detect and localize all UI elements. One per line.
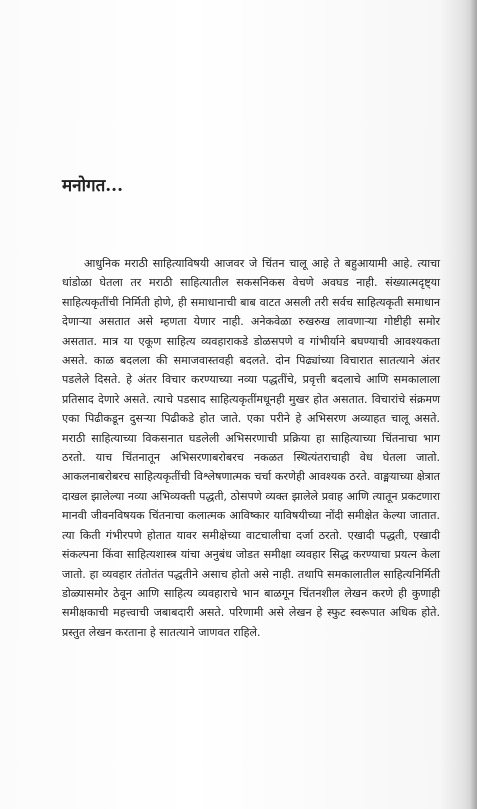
body-paragraph: आधुनिक मराठी साहित्याविषयी आजवर जे चिंतन चालू आहे ते बहुआयामी आहे. त्याचा धांडोळा घेतला तर मराठी साहित्यातील सकसनिकस वेचणे अवघड नाही. संख्यात्मदृष्ट्या साहित्यकृतींची निर्मिती होणे, ही समाधानाची बाब वाटत असली तरी सर्वच साहित्यकृती समाधान देणाऱ्या असतात असे म्हणता येणार नाही. अनेकवेळा रुखरुख लावणाऱ्या गोष्टीही समोर असतात. मात्र या एकूण साहित्य व्यवहाराकडे डोळसपणे व गांभीर्याने बघण्याची आवश्यकता असते. काळ बदलला की समाजवास्तवही बदलते. दोन पिढ्यांच्या विचारात सातत्याने अंतर पडलेले दिसते. हे अंतर विचार करण्याच्या नव्या पद्धतींचे, प्रवृत्ती बदलाचे आणि समकालाला प्रतिसाद देणारे असते. त्याचे पडसाद साहित्यकृतींमधूनही मुखर होत असतात. विचारांचे संक्रमण एका पिढीकडून दुसऱ्या पिढीकडे होत जाते. एका परीने हे अभिसरण अव्याहत चालू असते. मराठी साहित्याच्या विकसनात घडलेली अभिसरणाची प्रक्रिया हा साहित्याच्या चिंतनाचा भाग ठरतो. याच चिंतनातून अभिसरणाबरोबरच नकळत स्थित्यंतराचाही वेध घेतला जातो. आकलनाबरोबरच साहित्यकृतींची विश्लेषणात्मक चर्चा करणेही आवश्यक ठरते. वाङ्मयाच्या क्षेत्रात दाखल झालेल्या नव्या अभिव्यक्ती पद्धती, ठोसपणे व्यक्त झालेले प्रवाह आणि त्यातून प्रकटणारा मानवी जीवनविषयक चिंतनाचा कलात्मक आविष्कार याविषयीच्या नोंदी समीक्षेत केल्या जातात. त्या किती गंभीरपणे होतात यावर समीक्षेच्या वाटचालीचा दर्जा ठरतो. एखादी पद्धती, एखादी संकल्पना किंवा साहित्यशास्त्र यांचा अनुबंध जोडत समीक्षा व्यवहार सिद्ध करण्याचा प्रयत्न केला जातो. हा व्यवहार तंतोतंत पद्धतीने असाच होतो असे नाही. तथापि समकालातील साहित्यनिर्मिती डोळ्यासमोर ठेवून आणि साहित्य व्यवहाराचे भान बाळगून चिंतनशील लेखन करणे ही कुणाही समीक्षकाची महत्त्वाची जबाबदारी असते. परिणामी असे लेखन हे स्फुट स्वरूपात अधिक होते. प्रस्तुत लेखन करताना हे सातत्याने जाणवत राहिले.	[62, 257, 440, 639]
page-heading: मनोगत...	[62, 176, 124, 196]
